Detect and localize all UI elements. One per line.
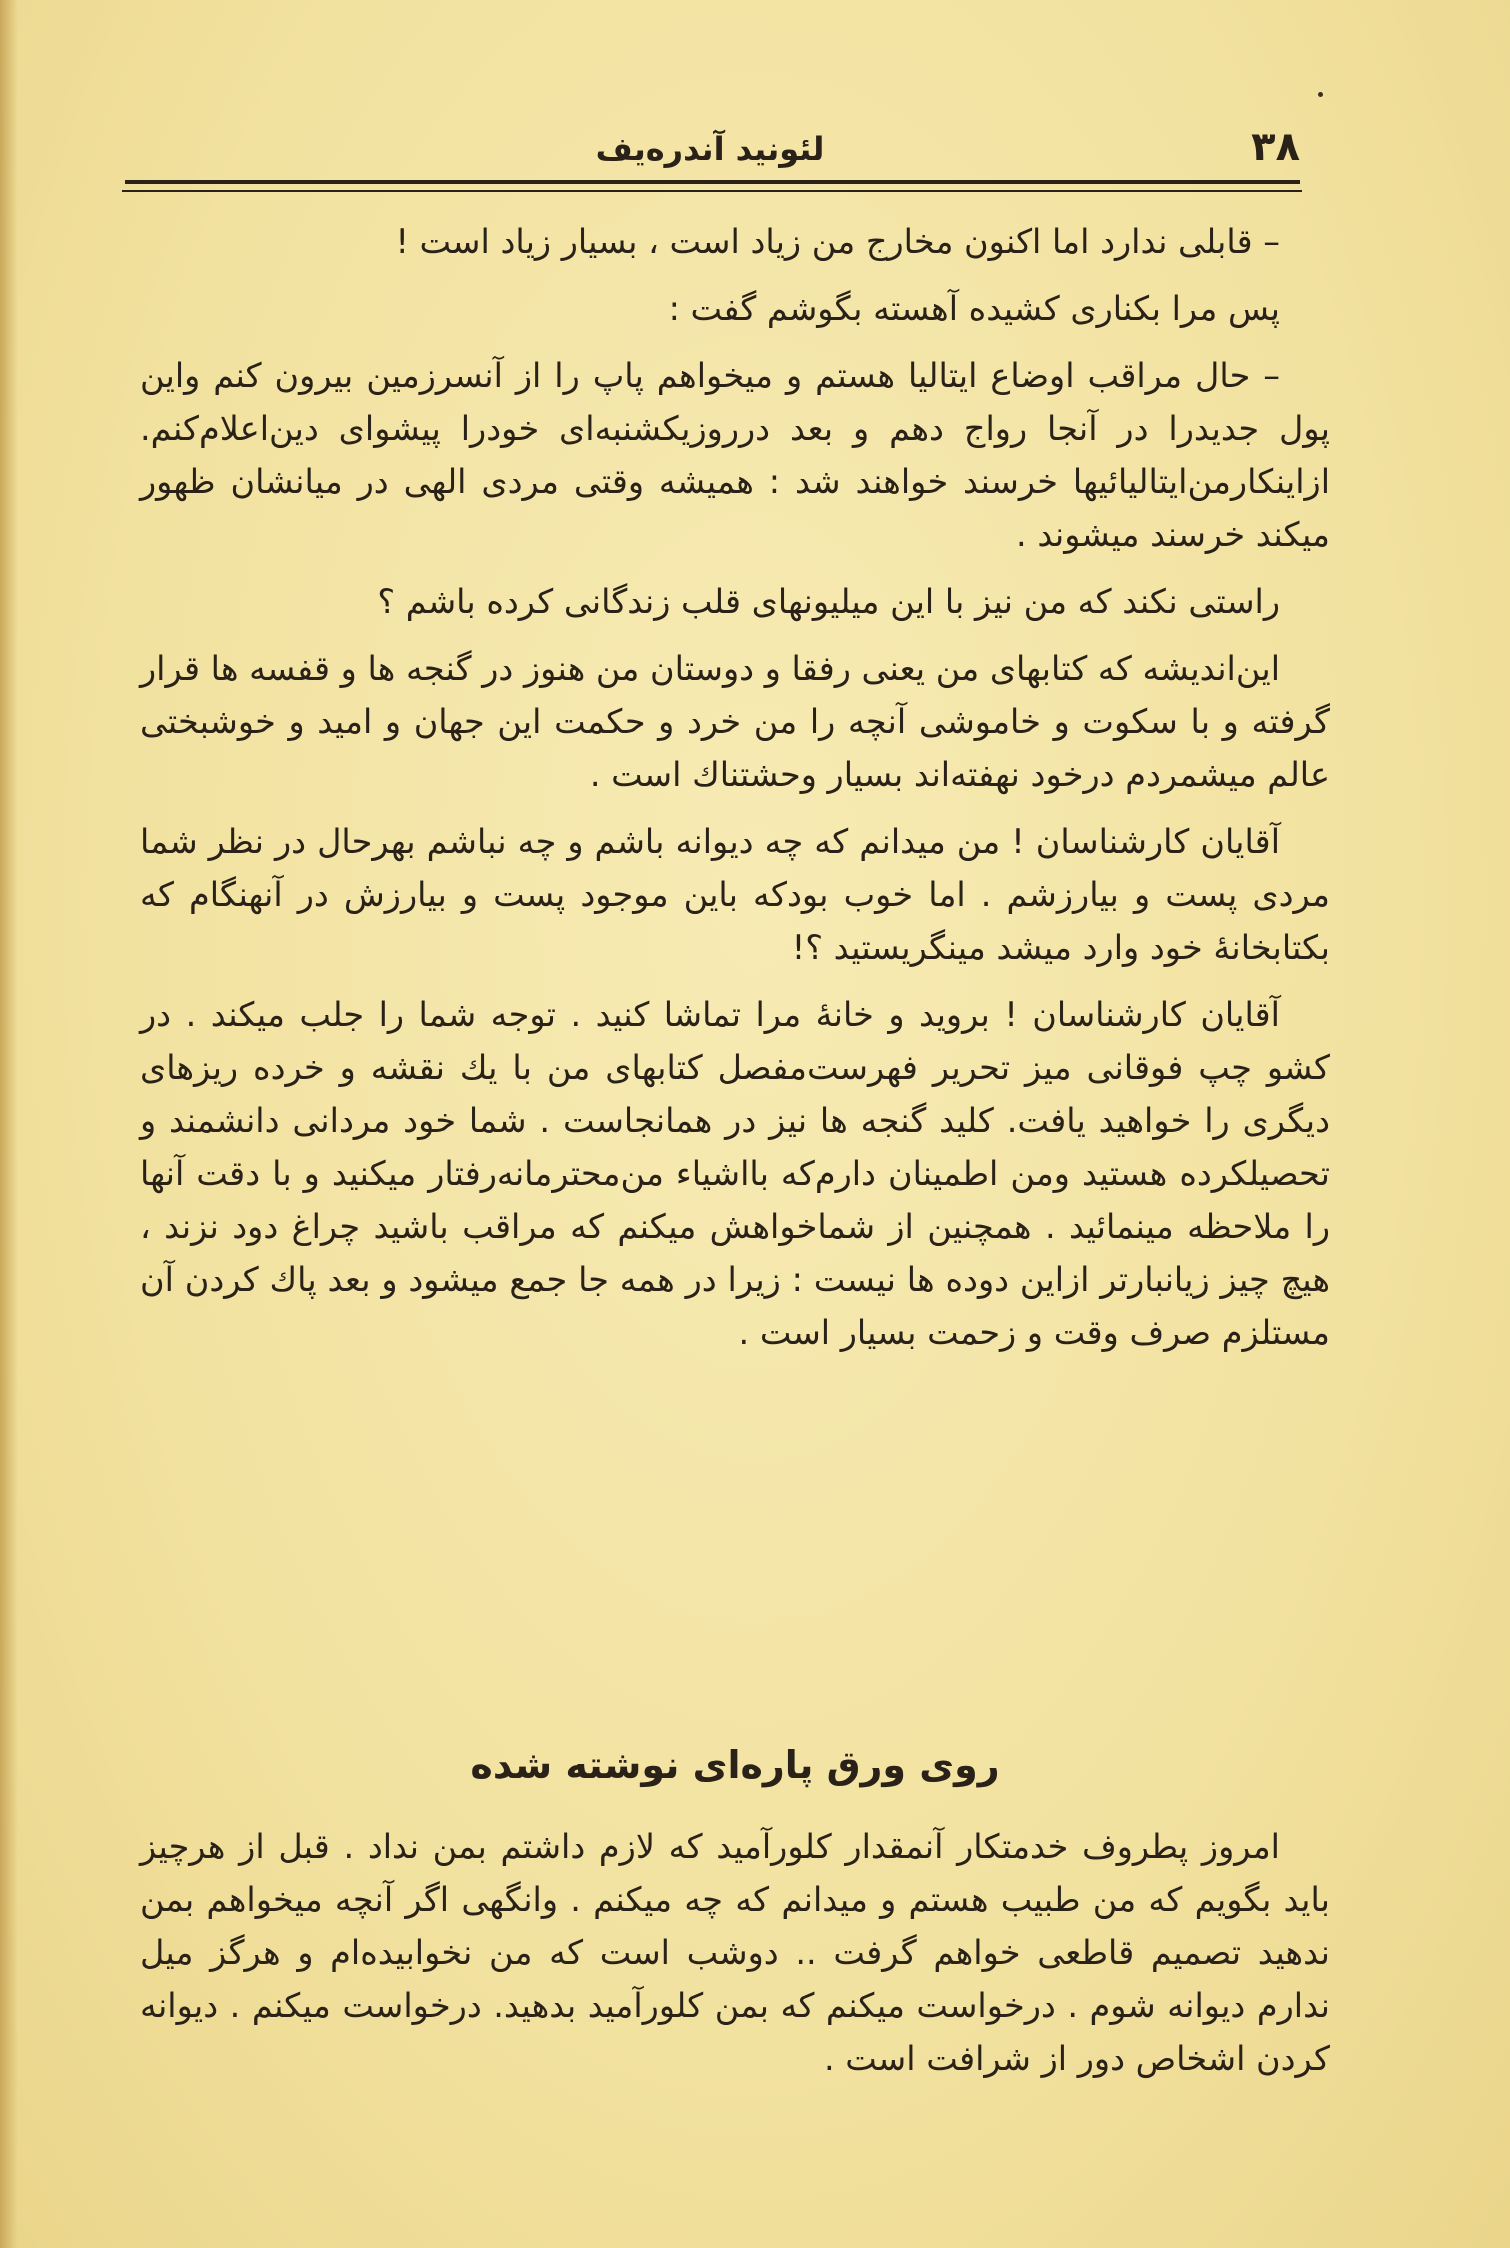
running-head: لئونید آندره‌یف [595,130,825,168]
page-edge-shadow [0,0,18,2248]
paragraph-2: پس مرا بکناری کشیده آهسته بگوشم گفت : [668,289,1280,328]
page-number: ۳۸ [1251,124,1300,170]
ink-speck [1318,92,1323,97]
header-rule-thick [125,180,1300,184]
paragraph-1: – قابلی ندارد اما اکنون مخارج من زیاد است ، بسیار زیاد است ! [395,222,1280,261]
section-paragraph: امروز پطروف خدمتکار آنمقدار کلورآمید که لازم داشتم بمن نداد . قبل از هرچیز باید بگویم که من طبیب هستم و میدانم که چه میکنم . وانگهی اگر آنچه میخواهم بمن ندهید تصمیم قاطعی خواهم گرفت .. دوشب است که من نخوابیده‌ام و هرگز میل ندارم دیوانه شوم . درخواست میکنم که بمن کلورآمید بدهید. درخواست میکنم . دیوانه کردن اشخاص دور از شرافت است . [140,1827,1330,2078]
paragraph-5: این‌اندیشه که کتابهای من یعنی رفقا و دوستان من هنوز در گنجه ها و قفسه ها قرار گرفته و با سکوت و خاموشی آنچه را من خرد و حکمت این جهان و امید و خوشبختی عالم میشمردم درخود نهفته‌اند بسیار وحشتناك است . [140,649,1330,794]
page-header [120,118,1300,178]
header-rule-thin [122,190,1302,192]
paragraph-4: راستی نکند که من نیز با این میلیونهای قلب زندگانی کرده باشم ؟ [377,582,1280,621]
paragraph-7: آقایان کارشناسان ! بروید و خانهٔ مرا تماشا کنید . توجه شما را جلب میکند . در کشو چپ فوقانی میز تحریر فهرست‌مفصل کتابهای من با یك نقشه و خرده ریزهای دیگری را خواهید یافت. کلید گنجه ها نیز در همانجاست . شما خود مردانی دانشمند و تحصیلکرده هستید ومن اطمینان دارم‌که بااشیاء من‌محترمانه‌رفتار میکنید و با دقت آنها را ملاحظه مینمائید . همچنین از شماخواهش میکنم که مراقب باشید چراغ دود نزند ، هیچ چیز زیانبارتر ازاین دوده ها نیست : زیرا در همه جا جمع میشود و بعد پاك کردن آن مستلزم صرف وقت و زحمت بسیار است . [140,995,1330,1352]
main-text [140,215,1330,1373]
paragraph-3: – حال مراقب اوضاع ایتالیا هستم و میخواهم پاپ را از آنسرزمین بیرون کنم واین پول جدیدرا در آنجا رواج دهم و بعد درروزیکشنبه‌ای خودرا پیشوای دین‌اعلام‌کنم. ازاینکارمن‌ایتالیائیها خرسند خواهند شد : همیشه وقتی مردی الهی در میانشان ظهور میکند خرسند میشوند . [140,356,1330,554]
section-text [140,1820,1330,2085]
paragraph-6: آقایان کارشناسان ! من میدانم که چه دیوانه باشم و چه نباشم بهرحال در نظر شما مردی پست و بیارزشم . اما خوب بودکه باین موجود پست و بیارزش در آنهنگام که بکتابخانهٔ خود وارد میشد مینگریستید ؟! [140,822,1330,967]
section-title: روی ورق پاره‌ای نوشته شده [470,1743,1000,1787]
